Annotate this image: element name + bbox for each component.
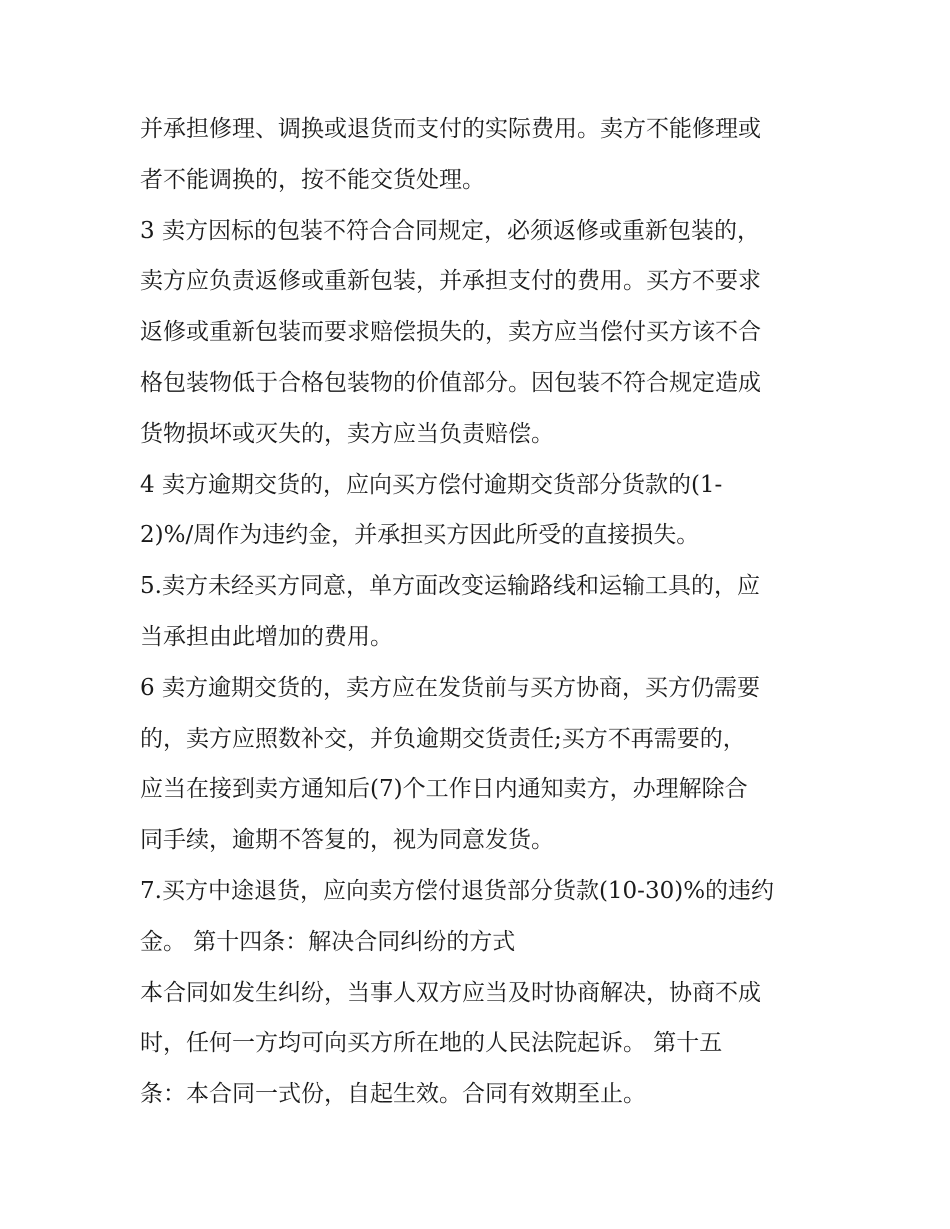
clause-7-line: 7.买方中途退货，应向卖方偿付退货部分货款(10-30)%的违约	[140, 877, 775, 904]
clause-5-line: 5.卖方未经买方同意，单方面改变运输路线和运输工具的，应	[140, 573, 760, 600]
text-line: 同手续，逾期不答复的，视为同意发货。	[140, 827, 554, 854]
text-line: 应当在接到卖方通知后(7)个工作日内通知卖方，办理解除合	[140, 776, 748, 803]
article-15-line: 条：本合同一式份，自起生效。合同有效期至止。	[140, 1081, 646, 1108]
clause-6-line: 6 卖方逾期交货的，卖方应在发货前与买方协商，买方仍需要	[140, 674, 760, 701]
text-line: 的，卖方应照数补交，并负逾期交货责任;买方不再需要的，	[140, 725, 746, 752]
contract-text-block	[140, 104, 830, 1120]
text-line: 时，任何一方均可向买方所在地的人民法院起诉。 第十五	[140, 1030, 723, 1057]
text-line: 并承担修理、调换或退货而支付的实际费用。卖方不能修理或	[140, 116, 761, 142]
article-14-line: 金。 第十四条：解决合同纠纷的方式	[140, 928, 516, 955]
text-line: 当承担由此增加的费用。	[140, 623, 393, 650]
clause-3-line: 3 卖方因标的包装不符合合同规定，必须返修或重新包装的，	[140, 217, 760, 244]
text-line: 2)%/周作为违约金，并承担买方因此所受的直接损失。	[140, 522, 700, 549]
text-line: 卖方应负责返修或重新包装，并承担支付的费用。买方不要求	[140, 268, 761, 295]
text-line: 者不能调换的，按不能交货处理。	[140, 166, 485, 193]
text-line: 格包装物低于合格包装物的价值部分。因包装不符合规定造成	[140, 369, 761, 396]
clause-4-line: 4 卖方逾期交货的，应向买方偿付逾期交货部分货款的(1-	[140, 471, 723, 498]
text-line: 返修或重新包装而要求赔偿损失的，卖方应当偿付买方该不合	[140, 319, 761, 346]
text-line: 本合同如发生纠纷，当事人双方应当及时协商解决，协商不成	[140, 979, 761, 1006]
text-line: 货物损坏或灭失的，卖方应当负责赔偿。	[140, 420, 554, 447]
